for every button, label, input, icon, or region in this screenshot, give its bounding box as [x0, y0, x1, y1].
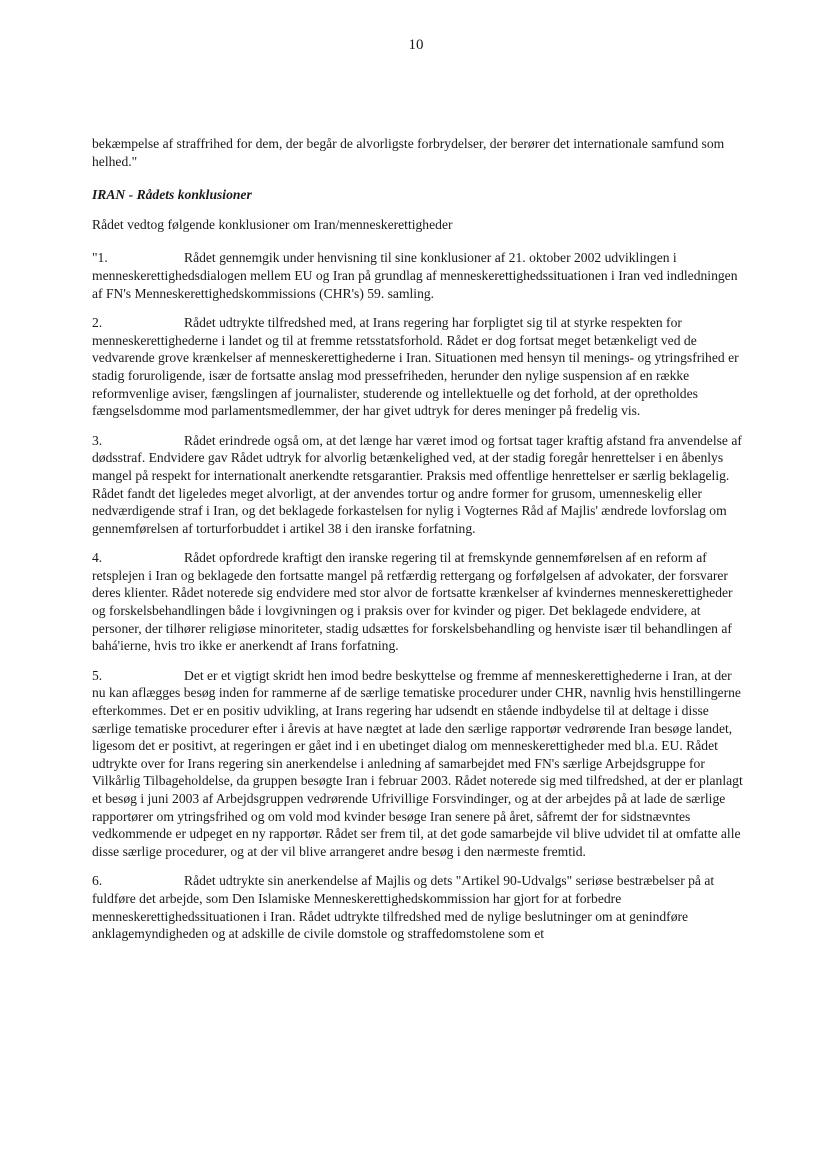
lead-paragraph: Rådet vedtog følgende konklusioner om Iran/menneskerettigheder	[92, 216, 453, 232]
page-number: 10	[408, 37, 424, 53]
paragraph-number: 5.	[92, 667, 103, 683]
paragraph-text: Rådet udtrykte sin anerkendelse af Majlis og dets "Artikel 90-Udvalgs" seriøse bestræbelser på at fuldføre det arbejde, som Den Islamiske Menneskerettighedskommission har gjort for at forbedre menneskerettighedssituationen i Iran. Rådet udtrykte tilfredshed med de nylige beslutninger om at genindføre anklagemyndigheden og at adskille de civile domstole og straffedomstolene som et	[92, 873, 715, 942]
numbered-paragraph-5	[92, 667, 744, 861]
paragraph-text: Rådet udtrykte tilfredshed med, at Irans regering har forpligtet sig til at styrke respekten for menneskerettighederne i landet og til at fremme retsstatsforhold. Rådet er dog fortsat meget betænkeligt ved de vedvarende grove krænkelser af menneskerettighederne i Iran. Situationen med hensyn til menings- og ytringsfrihed er stadig foruroligende, især de fortsatte anslag mod pressefriheden, herunder den nylige suspension af en række reformvenlige aviser, fængslingen af journalister, studerende og intellektuelle og det forhold, at der opretholdes fængselsdomme mod parlamentsmedlemmer, der har givet udtryk for deres meninger på fredelig vis.	[92, 315, 739, 419]
document-body	[92, 135, 744, 955]
paragraph-text: Rådet opfordrede kraftigt den iranske regering til at fremskynde gennemførelsen af en reform af retsplejen i Iran og beklagede den fortsatte mangel på retfærdig rettergang og forfølgelsen af advokater, der forsvarer deres klienter. Rådet noterede sig endvidere med stor alvor de fortsatte krænkelser af kvindernes menneskerettigheder og forskelsbehandlingen både i lovgivningen og i praksis over for kvinder og piger. Det beklagede endvidere, at personer, der tilhører religiøse minoriteter, stadig udsættes for forskelsbehandling og henviste især til behandlingen af bahá'ierne, hvis tro ikke er anerkendt af Irans forfatning.	[92, 550, 733, 654]
intro-fragment: bekæmpelse af straffrihed for dem, der begår de alvorligste forbrydelser, der berører det internationale samfund som helhed."	[92, 136, 725, 169]
paragraph-number: "1.	[92, 250, 108, 266]
paragraph-text: Rådet gennemgik under henvisning til sine konklusioner af 21. oktober 2002 udviklingen i menneskerettighedsdialogen mellem EU og Iran på grundlag af menneskerettighedssituationen i Iran ved indledningen af FN's Menneskerettighedskommissions (CHR's) 59. samling.	[92, 250, 738, 301]
numbered-paragraph-6	[92, 872, 744, 942]
paragraph-text: Det er et vigtigt skridt hen imod bedre beskyttelse og fremme af menneskerettighederne i Iran, at der nu kan aflægges besøg inden for rammerne af de særlige tematiske procedurer under CHR, navnlig hvis henstillingerne efterkommes. Det er en positiv udvikling, at Irans regering har udsendt en stående indbydelse til at deltage i disse særlige tematiske procedurer efter i årevis at have nægtet at lade den særlige rapportør vedrørende Iran besøge landet, ligesom det er positivt, at regeringen er gået ind i en ubetinget dialog om menneskerettigheder med bl.a. EU. Rådet udtrykte over for Irans regering sin anerkendelse i anledning af samarbejdet med FN's særlige Arbejdsgruppe for Vilkårlig Tilbageholdelse, da gruppen besøgte Iran i februar 2003. Rådet noterede sig med tilfredshed, at der er planlagt et besøg i juni 2003 af Arbejdsgruppen vedrørende Ufrivillige Forsvindinger, og at der arbejdes på at lade de særlige rapportører om ytringsfrihed og om vold mod kvinder besøge Iran senere på året, såfremt der for sidstnævntes vedkommende er udpeget en ny rapportør. Rådet ser frem til, at det gode samarbejde vil blive udvidet til at omfatte alle disse særlige procedurer, og at der vil blive arrangeret andre besøg i den nærmeste fremtid.	[92, 667, 743, 859]
paragraph-number: 6.	[92, 873, 103, 889]
numbered-paragraph-4	[92, 549, 744, 655]
numbered-paragraph-3	[92, 432, 744, 538]
numbered-paragraph-2	[92, 314, 744, 420]
numbered-paragraph-1	[92, 249, 744, 302]
paragraph-text: Rådet erindrede også om, at det længe har været imod og fortsat tager kraftig afstand fra anvendelse af dødsstraf. Endvidere gav Rådet udtryk for alvorlig betænkelighed ved, at der stadig foregår henrettelser i en åbenlys mangel på respekt for internationalt anerkendte retsgarantier. Praksis med offentlige henrettelser er særlig beklagelig. Rådet fandt det ligeledes meget alvorligt, at der anvendes tortur og andre former for grusom, umenneskelig eller nedværdigende straf i Iran, og det beklagede forkastelsen for nylig i Vogternes Råd af Majlis' ændrede lovforslag om gennemførelsen af torturforbuddet i artikel 38 i den iranske forfatning.	[92, 432, 742, 536]
paragraph-number: 2.	[92, 315, 103, 331]
paragraph-number: 4.	[92, 550, 103, 566]
section-heading: IRAN - Rådets konklusioner	[92, 187, 252, 203]
paragraph-number: 3.	[92, 432, 103, 448]
